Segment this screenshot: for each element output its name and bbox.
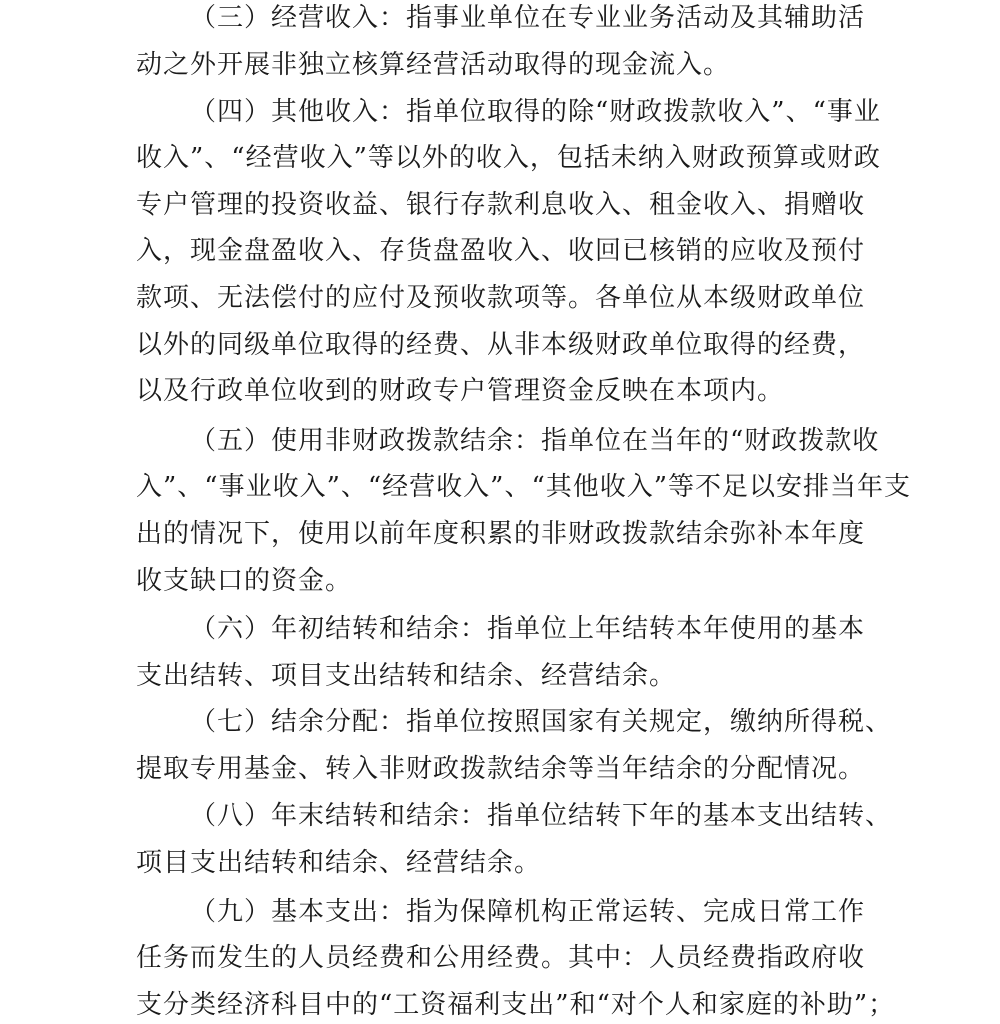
paragraph-6-line-1: （六）年初结转和结余：指单位上年结转本年使用的基本 <box>190 614 866 644</box>
paragraph-3-line-2: 动之外开展非独立核算经营活动取得的现金流入。 <box>136 50 731 80</box>
paragraph-8-line-1: （八）年末结转和结余：指单位结转下年的基本支出结转、 <box>190 801 893 831</box>
paragraph-4-line-1: （四）其他收入：指单位取得的除“财政拨款收入”、“事业 <box>190 97 881 127</box>
paragraph-4-line-7: 以及行政单位收到的财政专户管理资金反映在本项内。 <box>136 376 785 406</box>
paragraph-5-line-1: （五）使用非财政拨款结余：指单位在当年的“财政拨款收 <box>190 426 880 456</box>
paragraph-4-line-6: 以外的同级单位取得的经费、从非本级财政单位取得的经费， <box>136 330 866 360</box>
paragraph-9-line-3: 支分类经济科目中的“工资福利支出”和“对个人和家庭的补助”； <box>136 990 896 1020</box>
paragraph-5-line-2: 入”、“事业收入”、“经营收入”、“其他收入”等不足以安排当年支 <box>136 472 912 502</box>
paragraph-9-line-2: 任务而发生的人员经费和公用经费。其中：人员经费指政府收 <box>136 943 866 973</box>
paragraph-4-line-3: 专户管理的投资收益、银行存款利息收入、租金收入、捐赠收 <box>136 190 866 220</box>
paragraph-4-line-5: 款项、无法偿付的应付及预收款项等。各单位从本级财政单位 <box>136 283 866 313</box>
paragraph-5-line-3: 出的情况下，使用以前年度积累的非财政拨款结余弥补本年度 <box>136 519 866 549</box>
paragraph-7-line-1: （七）结余分配：指单位按照国家有关规定，缴纳所得税、 <box>190 707 893 737</box>
paragraph-9-line-1: （九）基本支出：指为保障机构正常运转、完成日常工作 <box>190 897 866 927</box>
paragraph-4-line-4: 入，现金盘盈收入、存货盘盈收入、收回已核销的应收及预付 <box>136 236 866 266</box>
paragraph-6-line-2: 支出结转、项目支出结转和结余、经营结余。 <box>136 661 677 691</box>
paragraph-8-line-2: 项目支出结转和结余、经营结余。 <box>136 848 542 878</box>
paragraph-7-line-2: 提取专用基金、转入非财政拨款结余等当年结余的分配情况。 <box>136 754 866 784</box>
paragraph-3-line-1: （三）经营收入：指事业单位在专业业务活动及其辅助活 <box>190 3 866 33</box>
paragraph-4-line-2: 收入”、“经营收入”等以外的收入，包括未纳入财政预算或财政 <box>136 143 881 173</box>
paragraph-5-line-4: 收支缺口的资金。 <box>136 566 353 596</box>
